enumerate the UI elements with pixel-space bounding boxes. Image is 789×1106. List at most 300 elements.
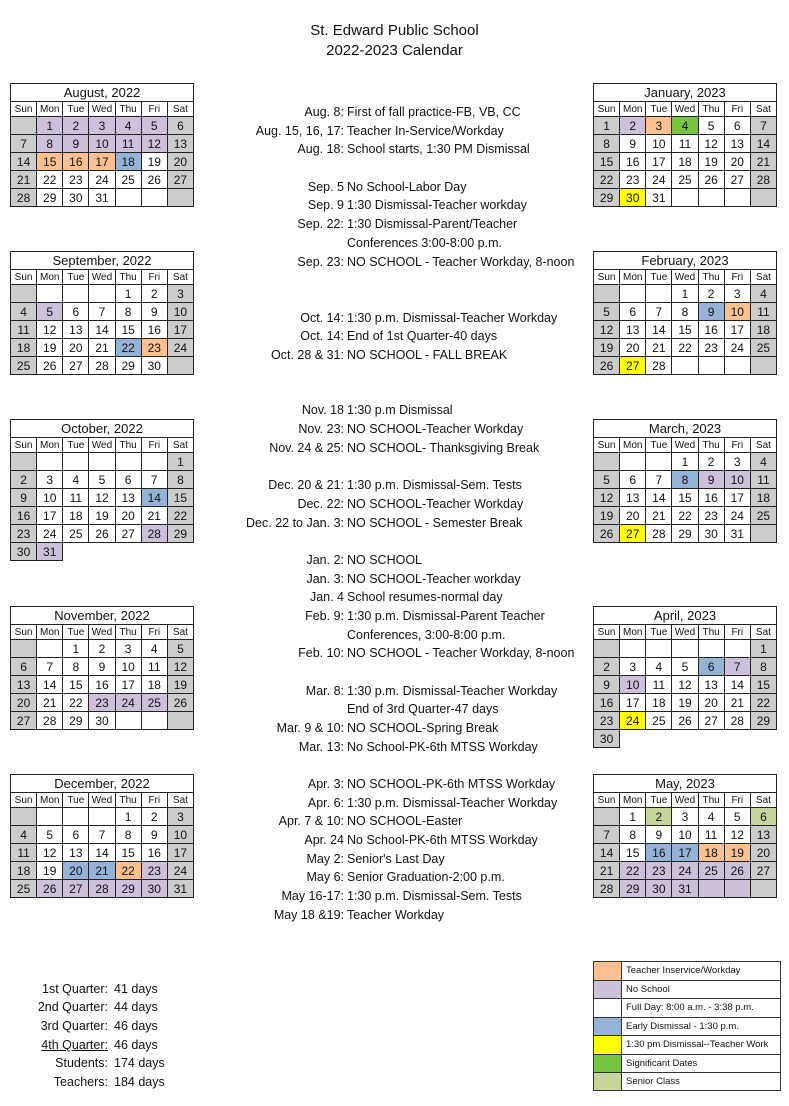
- weekday-label: Sun: [594, 270, 620, 285]
- day-cell: 9: [620, 135, 646, 153]
- weekday-label: Thu: [698, 625, 724, 640]
- day-cell: 10: [115, 658, 141, 676]
- day-cell: 8: [672, 471, 698, 489]
- day-cell: 15: [115, 844, 141, 862]
- day-cell: 22: [672, 339, 698, 357]
- empty-cell: [724, 730, 750, 748]
- day-cell: 27: [11, 712, 37, 730]
- weekday-label: Sat: [167, 102, 193, 117]
- weekday-label: Wed: [672, 793, 698, 808]
- day-cell: 1: [167, 453, 193, 471]
- weekday-label: Thu: [698, 793, 724, 808]
- day-cell: 1: [115, 285, 141, 303]
- day-cell: 2: [141, 285, 167, 303]
- event-row: [160, 496, 630, 512]
- day-cell: 22: [620, 862, 646, 880]
- day-cell: 1: [672, 285, 698, 303]
- day-cell: 5: [672, 658, 698, 676]
- weekday-label: Sat: [167, 625, 193, 640]
- weekday-label: Tue: [63, 438, 89, 453]
- day-cell: 18: [646, 694, 672, 712]
- day-cell: 24: [672, 862, 698, 880]
- legend-label: 1:30 pm Dismissal--Teacher Work: [626, 1039, 769, 1051]
- day-cell: 27: [620, 525, 646, 543]
- event-date: Mar. 13:: [298, 740, 344, 754]
- event-row: [160, 440, 630, 456]
- day-cell: 20: [115, 507, 141, 525]
- empty-cell: [11, 285, 37, 303]
- empty-cell: [750, 880, 776, 898]
- empty-cell: [63, 543, 89, 561]
- event-description: First of fall practice-FB, VB, CC: [347, 105, 521, 119]
- day-cell: 13: [750, 826, 776, 844]
- empty-cell: [89, 285, 115, 303]
- day-cell: 16: [646, 844, 672, 862]
- day-cell: 6: [115, 471, 141, 489]
- empty-cell: [724, 880, 750, 898]
- empty-cell: [11, 808, 37, 826]
- quarter-row: [20, 1018, 158, 1034]
- quarter-label: 4th Quarter:: [41, 1038, 108, 1052]
- day-cell: 2: [11, 471, 37, 489]
- day-cell: 16: [698, 321, 724, 339]
- day-cell: 25: [11, 357, 37, 375]
- weekday-label: Sun: [11, 102, 37, 117]
- weekday-label: Sun: [11, 793, 37, 808]
- weekday-label: Fri: [141, 793, 167, 808]
- day-cell: 4: [750, 453, 776, 471]
- empty-cell: [646, 285, 672, 303]
- empty-cell: [672, 640, 698, 658]
- weekday-label: Sat: [167, 270, 193, 285]
- empty-cell: [646, 453, 672, 471]
- day-cell: 25: [750, 507, 776, 525]
- event-date: Apr. 24: [304, 833, 344, 847]
- event-row: [160, 720, 630, 736]
- empty-cell: [11, 640, 37, 658]
- day-cell: 30: [141, 880, 167, 898]
- day-cell: 25: [672, 171, 698, 189]
- legend-item: [593, 998, 781, 1017]
- event-description: 1:30 Dismissal-Parent/Teacher: [347, 217, 518, 231]
- weekday-label: Mon: [37, 625, 63, 640]
- day-cell: 24: [89, 171, 115, 189]
- event-date: May 2:: [306, 852, 344, 866]
- day-cell: 17: [167, 321, 193, 339]
- weekday-label: Sun: [594, 625, 620, 640]
- day-cell: 30: [620, 189, 646, 207]
- event-row: [160, 328, 630, 344]
- day-cell: 23: [698, 507, 724, 525]
- weekday-label: Wed: [89, 793, 115, 808]
- event-date: Apr. 3:: [307, 777, 344, 791]
- day-cell: 1: [115, 808, 141, 826]
- day-cell: 6: [167, 117, 193, 135]
- day-cell: 3: [167, 285, 193, 303]
- event-description: NO SCHOOL: [347, 553, 423, 567]
- day-cell: 27: [63, 880, 89, 898]
- empty-cell: [115, 189, 141, 207]
- day-cell: 15: [672, 489, 698, 507]
- event-date: Jan. 3:: [306, 572, 344, 586]
- legend-item: [593, 1054, 781, 1073]
- day-cell: 6: [63, 303, 89, 321]
- empty-cell: [89, 543, 115, 561]
- day-cell: 23: [63, 171, 89, 189]
- day-cell: 6: [11, 658, 37, 676]
- day-cell: 13: [167, 135, 193, 153]
- event-date: Jan. 4: [309, 590, 344, 604]
- event-description: 1:30 p.m. Dismissal-Sem. Tests: [347, 478, 522, 492]
- day-cell: 3: [724, 285, 750, 303]
- day-cell: 15: [594, 153, 620, 171]
- quarter-row: [20, 999, 158, 1015]
- day-cell: 12: [698, 135, 724, 153]
- month-title: December, 2022: [11, 775, 194, 793]
- event-date: Mar. 8:: [305, 684, 344, 698]
- day-cell: 7: [646, 471, 672, 489]
- day-cell: 26: [167, 694, 193, 712]
- event-description: 1:30 p.m. Dismissal-Teacher Workday: [347, 311, 558, 325]
- day-cell: 29: [750, 712, 776, 730]
- event-row: [160, 851, 630, 867]
- event-date: Nov. 23:: [298, 422, 344, 436]
- day-cell: 29: [620, 880, 646, 898]
- day-cell: 29: [672, 525, 698, 543]
- weekday-label: Thu: [115, 270, 141, 285]
- day-cell: 14: [11, 153, 37, 171]
- empty-cell: [37, 640, 63, 658]
- empty-cell: [698, 189, 724, 207]
- day-cell: 12: [141, 135, 167, 153]
- day-cell: 17: [724, 489, 750, 507]
- month-title: January, 2023: [594, 84, 777, 102]
- month-title: February, 2023: [594, 252, 777, 270]
- weekday-label: Thu: [115, 625, 141, 640]
- day-cell: 18: [11, 862, 37, 880]
- day-cell: 22: [115, 339, 141, 357]
- event-description: No School-Labor Day: [347, 180, 467, 194]
- event-date: Sep. 23:: [297, 255, 344, 269]
- event-date: Sep. 22:: [297, 217, 344, 231]
- event-date: Feb. 9:: [305, 609, 344, 623]
- event-date: Oct. 14:: [300, 311, 344, 325]
- day-cell: 21: [89, 339, 115, 357]
- weekday-label: Mon: [37, 438, 63, 453]
- weekday-label: Wed: [672, 102, 698, 117]
- day-cell: 16: [141, 321, 167, 339]
- weekday-label: Thu: [115, 438, 141, 453]
- event-row: [160, 197, 630, 213]
- day-cell: 7: [724, 658, 750, 676]
- day-cell: 23: [11, 525, 37, 543]
- empty-cell: [115, 453, 141, 471]
- day-cell: 15: [672, 321, 698, 339]
- event-date: Dec. 22:: [297, 497, 344, 511]
- day-cell: 27: [750, 862, 776, 880]
- day-cell: 12: [37, 321, 63, 339]
- day-cell: 18: [750, 489, 776, 507]
- day-cell: 7: [11, 135, 37, 153]
- quarter-row: [20, 981, 158, 997]
- event-description: 1:30 p.m. Dismissal-Teacher Workday: [347, 796, 558, 810]
- day-cell: 27: [620, 357, 646, 375]
- quarter-row: [20, 1055, 165, 1071]
- day-cell: 24: [724, 507, 750, 525]
- day-cell: 14: [646, 489, 672, 507]
- event-description: Conferences, 3:00-8:00 p.m.: [347, 628, 506, 642]
- day-cell: 7: [37, 658, 63, 676]
- day-cell: 27: [63, 357, 89, 375]
- event-row: [160, 739, 630, 755]
- event-description: NO SCHOOL- Thanksgiving Break: [347, 441, 540, 455]
- day-cell: 23: [698, 339, 724, 357]
- day-cell: 2: [620, 117, 646, 135]
- day-cell: 19: [698, 153, 724, 171]
- event-description: End of 3rd Quarter-47 days: [347, 702, 499, 716]
- empty-cell: [698, 880, 724, 898]
- day-cell: 5: [167, 640, 193, 658]
- day-cell: 5: [89, 471, 115, 489]
- day-cell: 18: [672, 153, 698, 171]
- weekday-label: Wed: [672, 438, 698, 453]
- weekday-label: Sat: [750, 102, 776, 117]
- weekday-label: Mon: [620, 793, 646, 808]
- day-cell: 1: [594, 117, 620, 135]
- legend-swatch: [594, 1018, 622, 1036]
- event-description: School starts, 1:30 PM Dismissal: [347, 142, 530, 156]
- day-cell: 11: [141, 658, 167, 676]
- day-cell: 30: [89, 712, 115, 730]
- day-cell: 22: [115, 862, 141, 880]
- day-cell: 25: [698, 862, 724, 880]
- empty-cell: [750, 525, 776, 543]
- event-row: [160, 123, 630, 139]
- day-cell: 3: [167, 808, 193, 826]
- day-cell: 31: [89, 189, 115, 207]
- day-cell: 4: [672, 117, 698, 135]
- day-cell: 26: [594, 525, 620, 543]
- day-cell: 4: [63, 471, 89, 489]
- event-description: No School-PK-6th MTSS Workday: [347, 740, 538, 754]
- event-date: Oct. 28 & 31:: [271, 348, 344, 362]
- empty-cell: [672, 189, 698, 207]
- empty-cell: [115, 543, 141, 561]
- day-cell: 24: [620, 712, 646, 730]
- empty-cell: [698, 730, 724, 748]
- day-cell: 21: [646, 339, 672, 357]
- day-cell: 3: [620, 658, 646, 676]
- weekday-label: Mon: [620, 270, 646, 285]
- month-title: April, 2023: [594, 607, 777, 625]
- day-cell: 9: [646, 826, 672, 844]
- weekday-label: Wed: [89, 102, 115, 117]
- event-description: Conferences 3:00-8:00 p.m.: [347, 236, 502, 250]
- day-cell: 27: [115, 525, 141, 543]
- day-cell: 13: [724, 135, 750, 153]
- day-cell: 21: [11, 171, 37, 189]
- weekday-label: Wed: [89, 270, 115, 285]
- day-cell: 26: [37, 357, 63, 375]
- event-row: [160, 515, 630, 531]
- event-date: Oct. 14:: [300, 329, 344, 343]
- day-cell: 2: [89, 640, 115, 658]
- day-cell: 29: [167, 525, 193, 543]
- legend-item: [593, 1035, 781, 1054]
- event-description: NO SCHOOL - FALL BREAK: [347, 348, 508, 362]
- empty-cell: [63, 285, 89, 303]
- empty-cell: [37, 453, 63, 471]
- day-cell: 9: [89, 658, 115, 676]
- day-cell: 9: [141, 303, 167, 321]
- day-cell: 9: [698, 471, 724, 489]
- day-cell: 31: [167, 880, 193, 898]
- event-row: [160, 347, 630, 363]
- quarter-row: [20, 1037, 158, 1053]
- empty-cell: [37, 808, 63, 826]
- day-cell: 16: [89, 676, 115, 694]
- event-description: NO SCHOOL-Teacher workday: [347, 572, 521, 586]
- day-cell: 7: [594, 826, 620, 844]
- event-row: [160, 235, 630, 251]
- weekday-label: Sun: [11, 438, 37, 453]
- day-cell: 26: [724, 862, 750, 880]
- weekday-label: Fri: [141, 438, 167, 453]
- legend-label: Early Dismissal - 1:30 p.m.: [626, 1020, 739, 1032]
- empty-cell: [750, 189, 776, 207]
- day-cell: 3: [672, 808, 698, 826]
- empty-cell: [63, 453, 89, 471]
- event-description: NO SCHOOL - Teacher Workday, 8-noon: [347, 255, 575, 269]
- legend-swatch: [594, 981, 622, 999]
- event-row: [160, 552, 630, 568]
- day-cell: 7: [89, 303, 115, 321]
- weekday-label: Thu: [698, 102, 724, 117]
- day-cell: 14: [89, 844, 115, 862]
- day-cell: 26: [672, 712, 698, 730]
- weekday-label: Fri: [141, 625, 167, 640]
- day-cell: 5: [698, 117, 724, 135]
- empty-cell: [646, 730, 672, 748]
- empty-cell: [750, 357, 776, 375]
- day-cell: 10: [89, 135, 115, 153]
- day-cell: 26: [141, 171, 167, 189]
- day-cell: 4: [11, 303, 37, 321]
- day-cell: 18: [11, 339, 37, 357]
- day-cell: 31: [724, 525, 750, 543]
- day-cell: 13: [63, 321, 89, 339]
- empty-cell: [672, 730, 698, 748]
- day-cell: 20: [750, 844, 776, 862]
- event-description: NO SCHOOL - Semester Break: [347, 516, 523, 530]
- event-date: Apr. 6:: [307, 796, 344, 810]
- quarter-label: Students:: [55, 1056, 108, 1070]
- day-cell: 12: [672, 676, 698, 694]
- day-cell: 17: [89, 153, 115, 171]
- day-cell: 14: [646, 321, 672, 339]
- day-cell: 30: [141, 357, 167, 375]
- event-description: End of 1st Quarter-40 days: [347, 329, 498, 343]
- day-cell: 11: [698, 826, 724, 844]
- event-description: Teacher In-Service/Workday: [347, 124, 504, 138]
- day-cell: 6: [620, 471, 646, 489]
- event-description: NO SCHOOL-PK-6th MTSS Workday: [347, 777, 556, 791]
- day-cell: 12: [594, 489, 620, 507]
- day-cell: 3: [646, 117, 672, 135]
- day-cell: 28: [646, 525, 672, 543]
- weekday-label: Sat: [750, 438, 776, 453]
- event-row: [160, 216, 630, 232]
- weekday-label: Tue: [646, 793, 672, 808]
- event-date: Aug. 15, 16, 17:: [255, 124, 344, 138]
- day-cell: 17: [115, 676, 141, 694]
- day-cell: 2: [63, 117, 89, 135]
- day-cell: 8: [620, 826, 646, 844]
- weekday-label: Thu: [698, 270, 724, 285]
- day-cell: 22: [750, 694, 776, 712]
- day-cell: 29: [115, 357, 141, 375]
- event-date: May 18 &19:: [273, 908, 344, 922]
- day-cell: 13: [620, 321, 646, 339]
- day-cell: 22: [167, 507, 193, 525]
- event-row: [160, 627, 630, 643]
- day-cell: 6: [750, 808, 776, 826]
- day-cell: 10: [167, 826, 193, 844]
- day-cell: 14: [37, 676, 63, 694]
- day-cell: 16: [141, 844, 167, 862]
- event-description: NO SCHOOL-Spring Break: [347, 721, 499, 735]
- day-cell: 11: [750, 471, 776, 489]
- weekday-label: Sun: [594, 793, 620, 808]
- month-title: May, 2023: [594, 775, 777, 793]
- day-cell: 17: [724, 321, 750, 339]
- day-cell: 9: [698, 303, 724, 321]
- day-cell: 25: [141, 694, 167, 712]
- weekday-label: Fri: [724, 625, 750, 640]
- day-cell: 1: [672, 453, 698, 471]
- day-cell: 12: [167, 658, 193, 676]
- day-cell: 8: [115, 303, 141, 321]
- quarter-days: 46 days: [114, 1019, 158, 1033]
- quarter-label: 1st Quarter:: [42, 982, 108, 996]
- day-cell: 21: [141, 507, 167, 525]
- quarter-row: [20, 1074, 165, 1090]
- day-cell: 24: [37, 525, 63, 543]
- legend-item: [593, 980, 781, 999]
- weekday-label: Fri: [724, 270, 750, 285]
- day-cell: 30: [594, 730, 620, 748]
- day-cell: 11: [646, 676, 672, 694]
- event-description: NO SCHOOL-Easter: [347, 814, 463, 828]
- empty-cell: [724, 640, 750, 658]
- weekday-label: Tue: [63, 625, 89, 640]
- weekday-label: Sun: [594, 102, 620, 117]
- event-row: [160, 795, 630, 811]
- day-cell: 19: [167, 676, 193, 694]
- day-cell: 10: [672, 826, 698, 844]
- day-cell: 22: [672, 507, 698, 525]
- quarter-days: 41 days: [114, 982, 158, 996]
- day-cell: 6: [698, 658, 724, 676]
- event-description: Teacher Workday: [347, 908, 445, 922]
- day-cell: 21: [646, 507, 672, 525]
- day-cell: 8: [63, 658, 89, 676]
- day-cell: 6: [724, 117, 750, 135]
- event-row: [160, 477, 630, 493]
- day-cell: 19: [594, 339, 620, 357]
- day-cell: 16: [11, 507, 37, 525]
- weekday-label: Wed: [89, 438, 115, 453]
